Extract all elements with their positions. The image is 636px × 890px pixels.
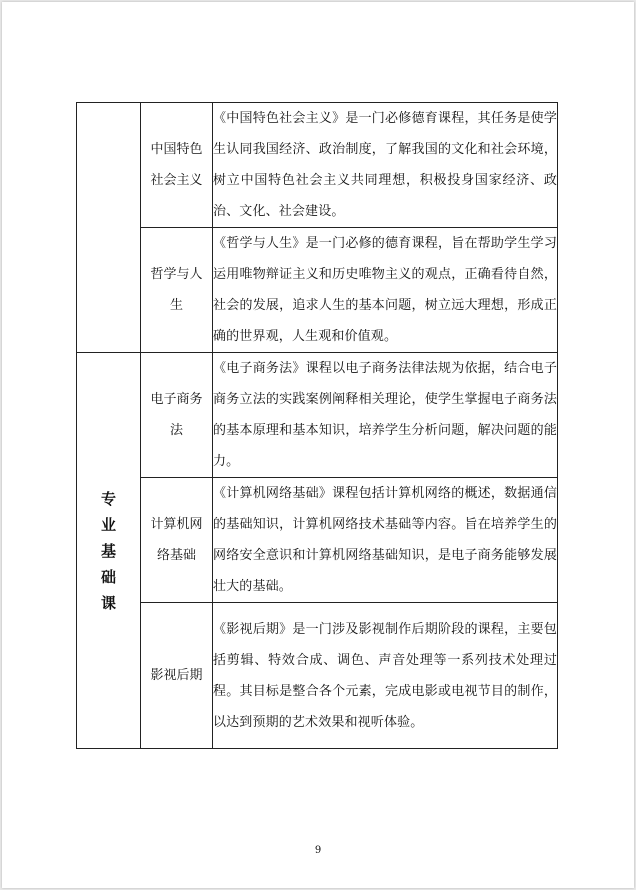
course-description-cell xyxy=(213,478,558,603)
course-description-cell xyxy=(213,103,558,228)
table-row xyxy=(77,228,558,353)
course-name: 电子商务法 xyxy=(150,392,203,438)
course-name-cell xyxy=(141,228,213,353)
course-description-cell xyxy=(213,603,558,749)
course-name-cell xyxy=(141,478,213,603)
course-name: 影视后期 xyxy=(150,668,203,683)
category-cell-previous xyxy=(77,103,141,353)
course-description: 《哲学与人生》是一门必修的德育课程，旨在帮助学生学习运用唯物辩证主义和历史唯物主义的观点，正确看待自然，社会的发展，追求人生的基本问题，树立远大理想，形成正确的世界观，人生观和价值观。 xyxy=(213,236,557,344)
course-description-cell xyxy=(213,228,558,353)
course-description: 《影视后期》是一门涉及影视制作后期阶段的课程，主要包括剪辑、特效合成、调色、声音处理等一系列技术处理过程。其目标是整合各个元素，完成电影或电视节目的制作，以达到预期的艺术效果和视听体验。 xyxy=(213,621,557,730)
course-description: 《计算机网络基础》课程包括计算机网络的概述，数据通信的基础知识，计算机网络技术基础等内容。旨在培养学生的网络安全意识和计算机网络基础知识，是电子商务能够发展壮大的基础。 xyxy=(213,486,557,594)
course-name: 计算机网络基础 xyxy=(150,517,203,563)
table-row xyxy=(77,353,558,478)
category-label: 专业基础课 xyxy=(100,489,116,612)
course-name-cell xyxy=(141,353,213,478)
course-name: 哲学与人生 xyxy=(150,267,203,313)
category-cell xyxy=(77,353,141,749)
course-name-cell xyxy=(141,103,213,228)
course-table xyxy=(76,102,558,749)
page-number: 9 xyxy=(314,845,322,856)
document-page xyxy=(2,2,634,888)
table-row xyxy=(77,478,558,603)
course-description-cell xyxy=(213,353,558,478)
course-description: 《电子商务法》课程以电子商务法律法规为依据，结合电子商务立法的实践案例阐释相关理论，使学生掌握电子商务法的基本原理和基本知识，培养学生分析问题，解决问题的能力。 xyxy=(213,361,557,469)
table-row xyxy=(77,603,558,749)
table-row xyxy=(77,103,558,228)
course-name: 中国特色社会主义 xyxy=(150,142,203,188)
course-description: 《中国特色社会主义》是一门必修德育课程，其任务是使学生认同我国经济、政治制度，了解我国的文化和社会环境，树立中国特色社会主义共同理想，积极投身国家经济、政治、文化、社会建设。 xyxy=(213,111,557,219)
course-name-cell xyxy=(141,603,213,749)
